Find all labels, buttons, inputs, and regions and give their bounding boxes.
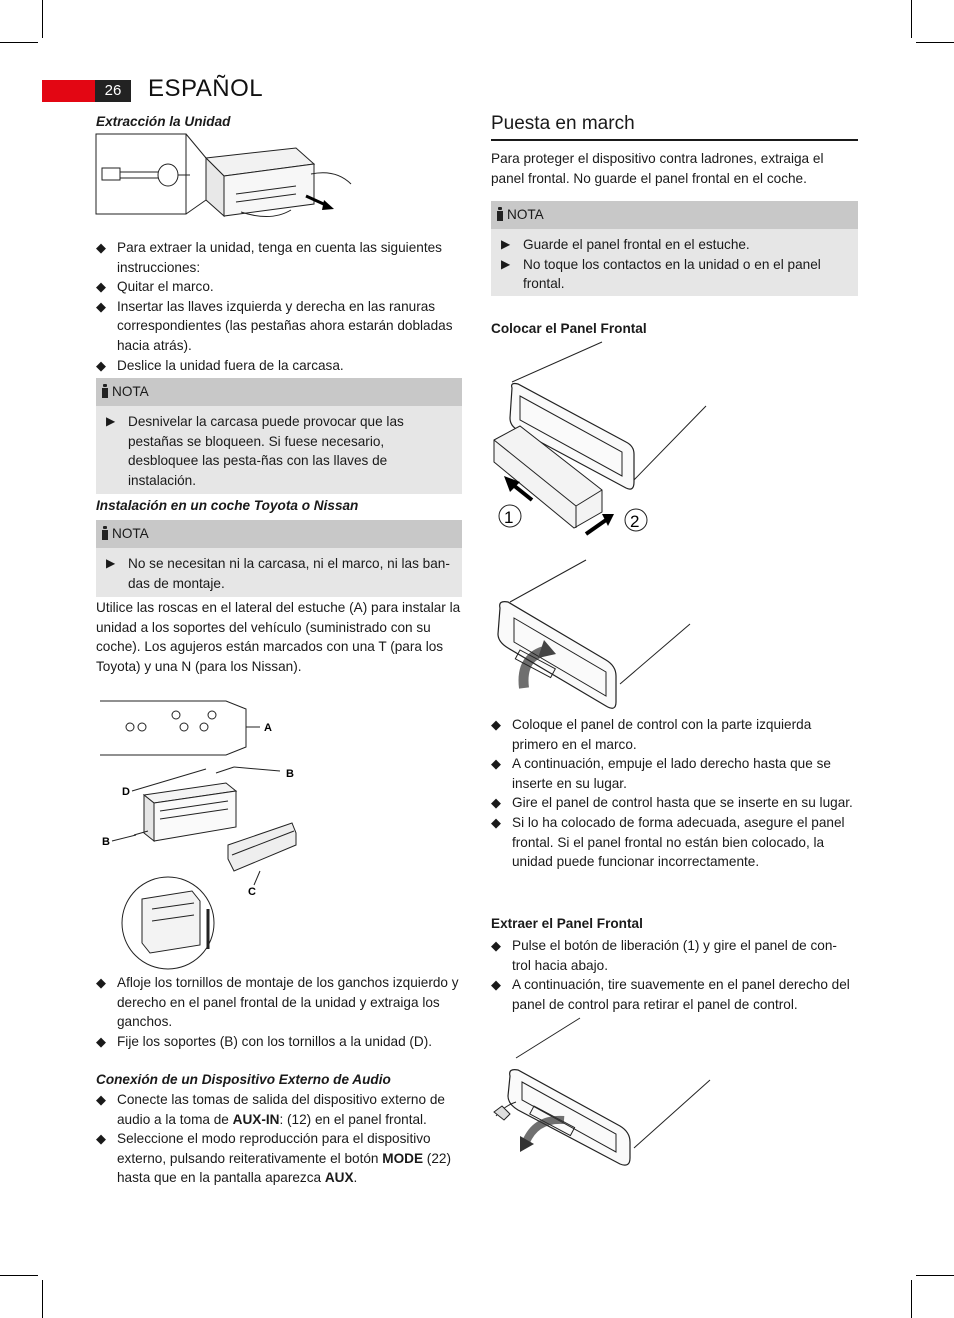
remove-illustration	[490, 1018, 715, 1173]
crop-mark	[42, 1280, 43, 1318]
attach-title: Colocar el Panel Frontal	[491, 321, 647, 336]
diamond-bullet-icon: ◆	[96, 298, 106, 314]
note-header: NOTA	[96, 378, 462, 406]
triangle-bullet-icon: ▶	[106, 414, 116, 428]
diamond-bullet-icon: ◆	[96, 1092, 106, 1107]
remove-title: Extraer el Panel Frontal	[491, 916, 643, 931]
page-number: 26	[95, 80, 131, 102]
remove-step-list	[491, 936, 855, 1014]
note-item: ▶ Guarde el panel frontal en el estuche.	[497, 235, 852, 255]
list-item: ◆ Si lo ha colocado de forma adecuada, asegure el panel frontal. Si el panel frontal no están bien colocado, la unidad puede funcionar incorrectamente.	[491, 814, 845, 870]
list-item: ◆ Gire el panel de control hasta que se inserte en su lugar.	[491, 793, 855, 813]
list-item: ◆ Fije los soportes (B) con los tornillos a la unidad (D).	[96, 1032, 464, 1052]
info-icon	[497, 207, 503, 221]
note-header: NOTA	[96, 520, 462, 548]
info-icon	[102, 526, 108, 540]
diamond-bullet-icon: ◆	[96, 1033, 106, 1049]
list-item: ◆ A continuación, tire suavemente en el panel derecho del panel de control para retirar el panel de control.	[491, 977, 850, 1012]
diamond-bullet-icon: ◆	[491, 814, 501, 830]
diamond-bullet-icon: ◆	[96, 1131, 106, 1147]
diamond-bullet-icon: ◆	[96, 240, 106, 255]
list-item: ◆ Insertar las llaves izquierda y derecha en las ranuras correspondientes (las pestañas ahora estarán dobladas hacia atrás).	[96, 298, 453, 353]
toyota-step-list	[96, 973, 464, 1051]
crop-mark	[0, 1275, 38, 1276]
list-item: ◆ Afloje los tornillos de montaje de los ganchos izquierdo y derecho en el panel frontal de la unidad y extraiga los ganchos.	[96, 975, 459, 1030]
header-accent-bar	[42, 80, 98, 102]
crop-mark	[911, 0, 912, 38]
aux-step-list	[96, 1090, 464, 1188]
note-item: ▶ No toque los contactos en la unidad o en el panel frontal.	[501, 256, 821, 292]
list-item: ◆ Conecte las tomas de salida del dispositivo externo de audio a la toma de AUX-IN: (12) en el panel frontal.	[96, 1092, 445, 1127]
intro-paragraph: Para proteger el dispositivo contra ladrones, extraiga el panel frontal. No guarde el panel frontal en el coche.	[491, 151, 824, 186]
list-item: ◆ Deslice la unidad fuera de la carcasa.	[96, 356, 462, 376]
crop-mark	[42, 0, 43, 38]
triangle-bullet-icon: ▶	[501, 256, 511, 271]
attach-step-list	[491, 715, 855, 872]
diamond-bullet-icon: ◆	[491, 717, 501, 732]
diamond-bullet-icon: ◆	[491, 756, 501, 772]
extraction-step-list	[96, 238, 462, 375]
toyota-title: Instalación en un coche Toyota o Nissan	[96, 498, 359, 513]
diagram-label-d: D	[122, 786, 130, 798]
note-box	[96, 378, 462, 494]
diamond-bullet-icon: ◆	[96, 975, 106, 990]
attach-illustration-2	[490, 560, 700, 715]
diamond-bullet-icon: ◆	[491, 938, 501, 953]
callout-1: 1	[504, 508, 514, 527]
aux-title: Conexión de un Dispositivo Externo de Audio	[96, 1072, 391, 1087]
note-header: NOTA	[491, 201, 858, 229]
diagram-label-a: A	[264, 722, 272, 734]
diamond-bullet-icon: ◆	[96, 279, 106, 295]
toyota-paragraph: Utilice las roscas en el lateral del estuche (A) para instalar la unidad a los soportes del vehículo (suministrado con su coche). Los agujeros están marcados con una T (para los Toyota) y una N (para los Nissan).	[96, 600, 461, 674]
extraction-illustration	[96, 134, 356, 234]
diagram-label-c: C	[248, 886, 256, 898]
crop-mark	[916, 1275, 954, 1276]
note-item: ▶ Desnivelar la carcasa puede provocar que las pestañas se bloqueen. Si fuese necesario, desbloquee las pesta-ñas con las llaves de instalación.	[106, 414, 404, 488]
attach-illustration-1	[490, 342, 740, 542]
list-item: ◆ Pulse el botón de liberación (1) y gire el panel de con-trol hacia abajo.	[491, 938, 837, 973]
note-item: ▶ No se necesitan ni la carcasa, ni el marco, ni las ban-das de montaje.	[106, 556, 450, 591]
crop-mark	[911, 1280, 912, 1318]
triangle-bullet-icon: ▶	[106, 556, 116, 570]
diamond-bullet-icon: ◆	[96, 357, 106, 373]
section-title: Puesta en march	[491, 112, 858, 141]
toyota-mounting-diagram	[96, 695, 306, 975]
diagram-label-b2: B	[102, 836, 110, 848]
diamond-bullet-icon: ◆	[491, 977, 501, 993]
list-item: ◆ Para extraer la unidad, tenga en cuenta las siguientes instrucciones:	[96, 240, 442, 275]
crop-mark	[0, 42, 38, 43]
language-title: ESPAÑOL	[148, 75, 264, 102]
note-box	[96, 520, 462, 597]
crop-mark	[916, 42, 954, 43]
diamond-bullet-icon: ◆	[491, 795, 501, 811]
list-item: ◆ Quitar el marco.	[96, 277, 462, 297]
list-item: ◆ A continuación, empuje el lado derecho hasta que se inserte en su lugar.	[491, 756, 831, 791]
note-box	[491, 201, 858, 296]
info-icon	[102, 384, 108, 398]
extraction-title: Extracción la Unidad	[96, 114, 231, 129]
triangle-bullet-icon: ▶	[501, 237, 511, 251]
list-item: ◆ Coloque el panel de control con la parte izquierda primero en el marco.	[491, 717, 812, 752]
list-item: ◆ Seleccione el modo reproducción para el dispositivo externo, pulsando reiterativamente el botón MODE (22) hasta que en la pantalla aparezca AUX.	[96, 1131, 451, 1186]
callout-2: 2	[630, 512, 640, 531]
diagram-label-b1: B	[286, 768, 294, 780]
